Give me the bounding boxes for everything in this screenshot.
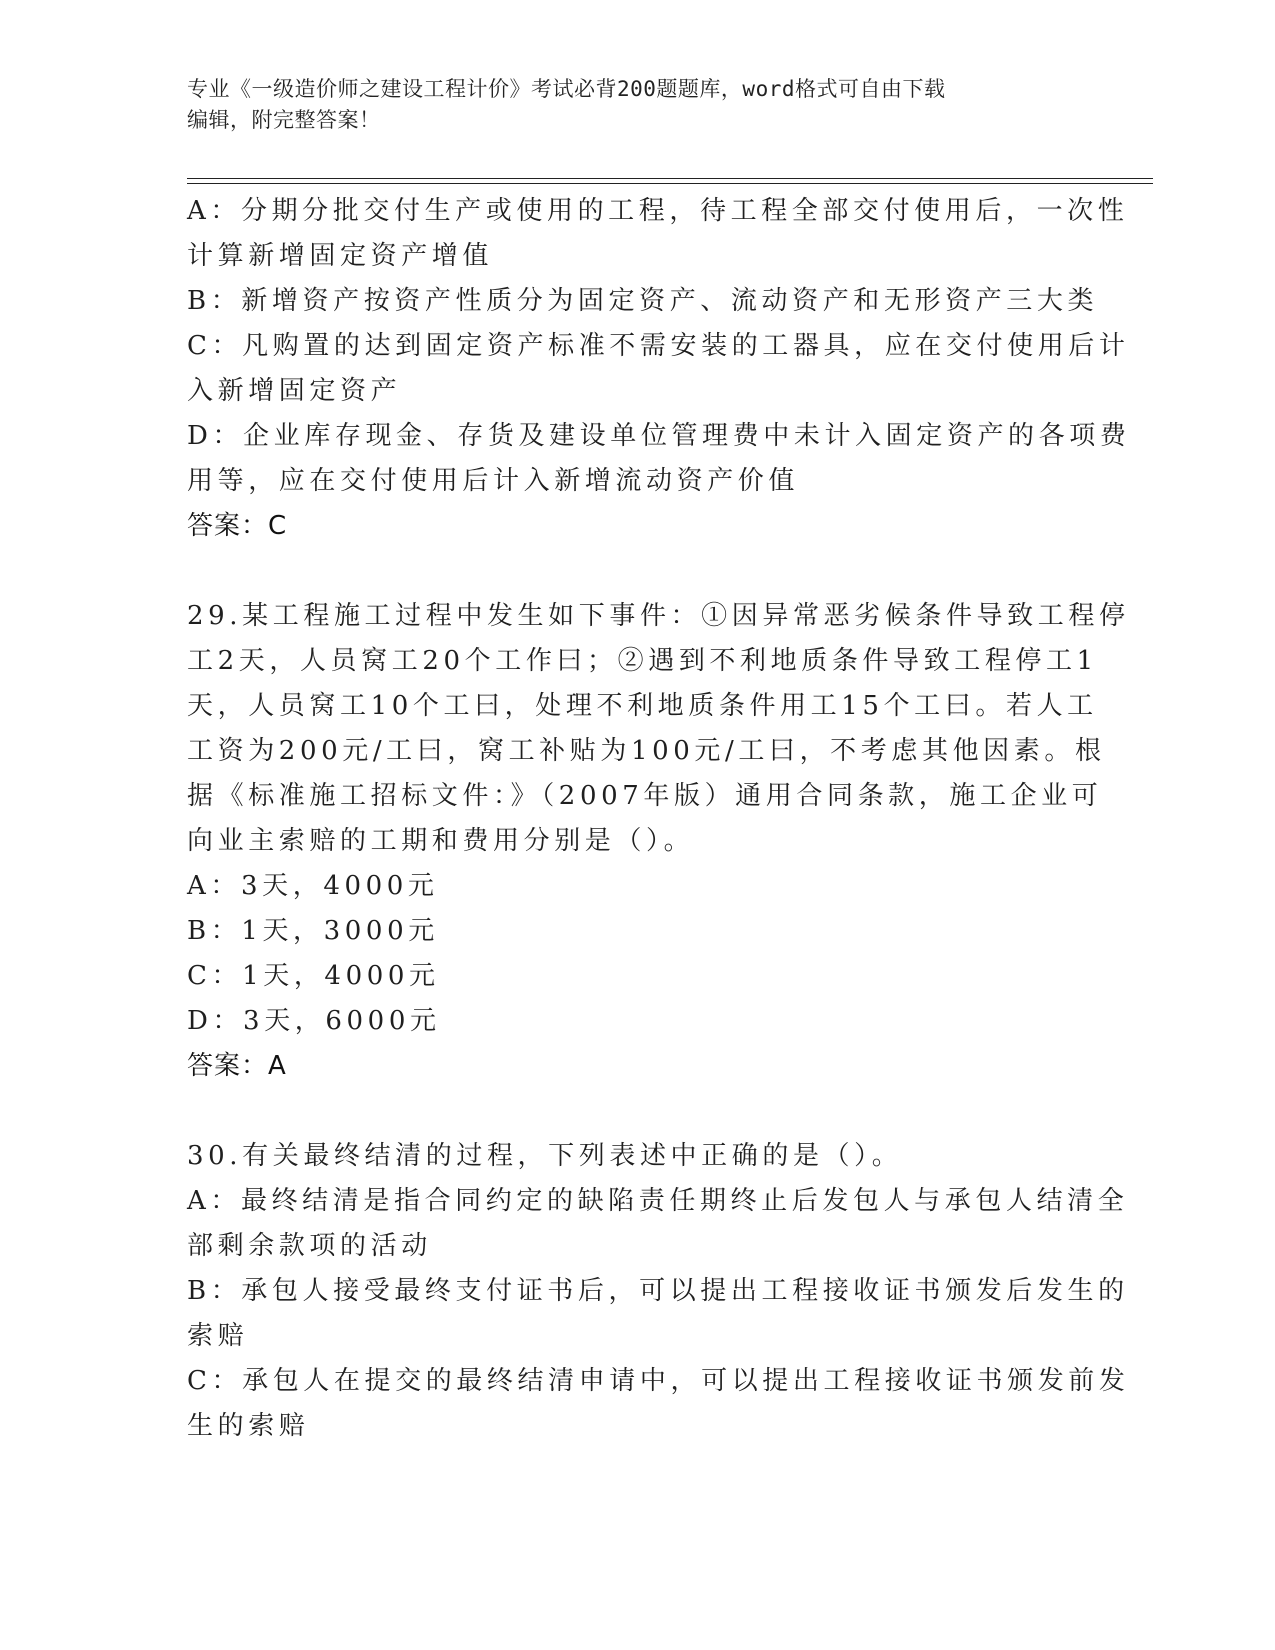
q30-stem: 30.有关最终结清的过程，下列表述中正确的是（）。 <box>187 1141 903 1171</box>
q28-option-d-line-1: D：企业库存现金、存货及建设单位管理费中未计入固定资产的各项费 <box>187 421 1131 451</box>
q29-stem-line-3: 天，人员窝工10个工曰，处理不利地质条件用工15个工曰。若人工 <box>187 691 1098 721</box>
q29-option-a: A：3天，4000元 <box>187 871 439 901</box>
question-30 <box>187 1134 1130 1449</box>
q29-stem-line-2: 工2天，人员窝工20个工作曰；②遇到不利地质条件导致工程停工1 <box>187 646 1098 676</box>
q28-option-a-line-1: A：分期分批交付生产或使用的工程，待工程全部交付使用后，一次性 <box>187 196 1129 226</box>
q30-option-b-line-1: B：承包人接受最终支付证书后，可以提出工程接收证书颁发后发生的 <box>187 1276 1129 1306</box>
q29-stem-line-5: 据《标准施工招标文件：》（2007年版）通用合同条款，施工企业可 <box>187 781 1103 811</box>
q28-option-c-line-2: 入新增固定资产 <box>187 376 402 406</box>
q29-option-d: D：3天，6000元 <box>187 1006 441 1036</box>
q29-stem-line-4: 工资为200元/工曰，窝工补贴为100元/工曰，不考虑其他因素。根 <box>187 736 1106 766</box>
q30-option-c-line-1: C：承包人在提交的最终结清申请中，可以提出工程接收证书颁发前发 <box>187 1366 1130 1396</box>
document-header <box>187 74 1067 136</box>
q29-option-c: C：1天，4000元 <box>187 961 440 991</box>
q28-answer: 答案：C <box>187 511 288 541</box>
q28-option-b: B：新增资产按资产性质分为固定资产、流动资产和无形资产三大类 <box>187 286 1099 316</box>
q29-stem-line-1: 29.某工程施工过程中发生如下事件：①因异常恶劣候条件导致工程停 <box>187 601 1130 631</box>
q30-option-a-line-2: 部剩余款项的活动 <box>187 1231 432 1261</box>
question-28-options <box>187 189 1131 549</box>
q30-option-a-line-1: A：最终结清是指合同约定的缺陷责任期终止后发包人与承包人结清全 <box>187 1186 1129 1216</box>
header-divider-bottom <box>187 183 1153 184</box>
q28-option-a-line-2: 计算新增固定资产增值 <box>187 241 494 271</box>
q30-option-b-line-2: 索赔 <box>187 1321 249 1351</box>
spacer <box>187 1089 1067 1134</box>
header-line-2: 编辑，附完整答案！ <box>187 108 381 132</box>
header-divider-top <box>187 178 1153 179</box>
q28-option-c-line-1: C：凡购置的达到固定资产标准不需安装的工器具，应在交付使用后计 <box>187 331 1130 361</box>
spacer <box>187 549 1067 594</box>
document-body <box>187 189 1131 1449</box>
q30-option-c-line-2: 生的索赔 <box>187 1411 310 1441</box>
q29-option-b: B：1天，3000元 <box>187 916 439 946</box>
header-line-1: 专业《一级造价师之建设工程计价》考试必背200题题库，word格式可自由下载 <box>187 77 946 101</box>
q28-option-d-line-2: 用等，应在交付使用后计入新增流动资产价值 <box>187 466 800 496</box>
q29-stem-line-6: 向业主索赔的工期和费用分别是（）。 <box>187 826 695 856</box>
question-29 <box>187 594 1130 1089</box>
q29-answer: 答案：A <box>187 1051 287 1081</box>
